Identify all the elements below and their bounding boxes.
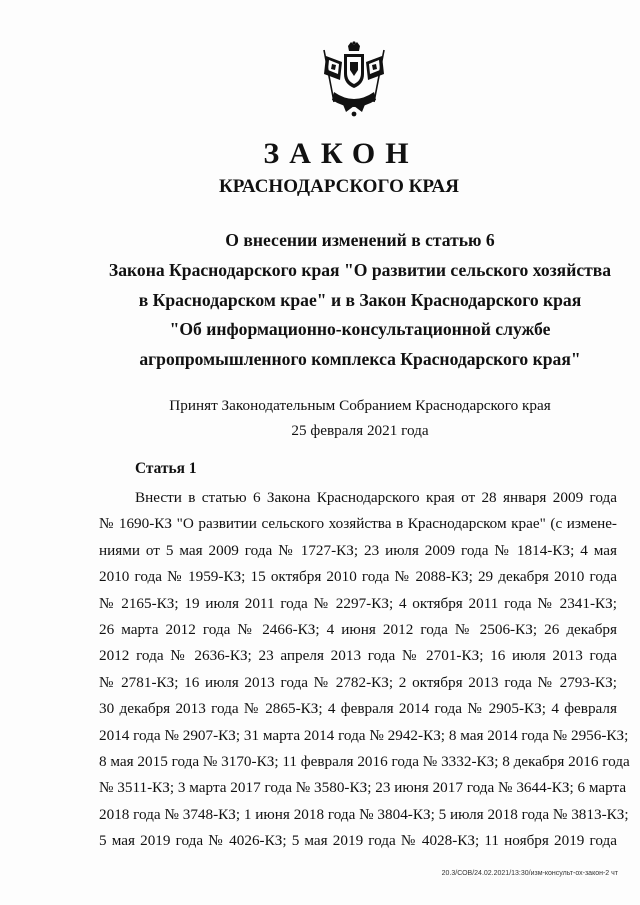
article-line: № 2165-КЗ; 19 июля 2011 года № 2297-КЗ; 4 октября 2011 года № 2341-КЗ; bbox=[99, 594, 617, 612]
article-title: Статья 1 bbox=[135, 460, 197, 477]
adoption-date: 25 февраля 2021 года bbox=[291, 422, 429, 439]
law-heading bbox=[60, 226, 640, 375]
article-line: 30 декабря 2013 года № 2865-КЗ; 4 февраля 2014 года № 2905-КЗ; 4 февраля bbox=[99, 700, 617, 718]
article-line: 26 марта 2012 года № 2466-КЗ; 4 июня 2012 года № 2506-КЗ; 26 декабря bbox=[99, 620, 617, 638]
law-heading-line: "Об информационно-консультационной службе bbox=[169, 319, 551, 340]
article-line: 2010 года № 1959-КЗ; 15 октября 2010 года № 2088-КЗ; 29 декабря 2010 года bbox=[99, 568, 617, 586]
article-line: 8 мая 2015 года № 3170-КЗ; 11 февраля 2016 года № 3332-КЗ; 8 декабря 2016 года bbox=[99, 752, 630, 770]
article-line: № 1690-КЗ "О развитии сельского хозяйства в Краснодарском крае" (с измене- bbox=[99, 515, 617, 533]
article-line: 5 мая 2019 года № 4026-КЗ; 5 мая 2019 года № 4028-КЗ; 11 ноября 2019 года bbox=[99, 832, 617, 850]
article-line: № 3511-КЗ; 3 марта 2017 года № 3580-КЗ; 23 июня 2017 года № 3644-КЗ; 6 марта bbox=[99, 779, 627, 797]
law-heading-line: агропромышленного комплекса Краснодарского края" bbox=[139, 349, 581, 370]
adoption-body: Принят Законодательным Собранием Краснодарского края bbox=[169, 397, 551, 414]
article-line: 2018 года № 3748-КЗ; 1 июня 2018 года № 3804-КЗ; 5 июля 2018 года № 3813-КЗ; bbox=[99, 805, 629, 823]
article-line: 2012 года № 2636-КЗ; 23 апреля 2013 года № 2701-КЗ; 16 июля 2013 года bbox=[99, 647, 617, 665]
article-line: Внести в статью 6 Закона Краснодарского края от 28 января 2009 года bbox=[135, 489, 617, 506]
krasnodar-coat-of-arms-icon bbox=[320, 40, 388, 118]
law-heading-line: в Краснодарском крае" и в Закон Краснодарского края bbox=[138, 289, 582, 310]
article-line: 2014 года № 2907-КЗ; 31 марта 2014 года № 2942-КЗ; 8 мая 2014 года № 2956-КЗ; bbox=[99, 726, 629, 744]
article-body bbox=[99, 485, 630, 854]
article-line: ниями от 5 мая 2009 года № 1727-КЗ; 23 июля 2009 года № 1814-КЗ; 4 мая bbox=[99, 541, 617, 559]
law-heading-line: Закона Краснодарского края "О развитии сельского хозяйства bbox=[108, 259, 612, 280]
law-heading-line: О внесении изменений в статью 6 bbox=[225, 230, 495, 250]
adoption-statement bbox=[150, 393, 570, 443]
footer-document-code: 20.3/СОВ/24.02.2021/13:30/изм-консульт-ох-закон-2 чт bbox=[441, 870, 618, 877]
document-title: ЗАКОН bbox=[263, 137, 419, 170]
document-subtitle: КРАСНОДАРСКОГО КРАЯ bbox=[218, 176, 460, 197]
article-line: № 2781-КЗ; 16 июля 2013 года № 2782-КЗ; 2 октября 2013 года № 2793-КЗ; bbox=[99, 673, 617, 691]
